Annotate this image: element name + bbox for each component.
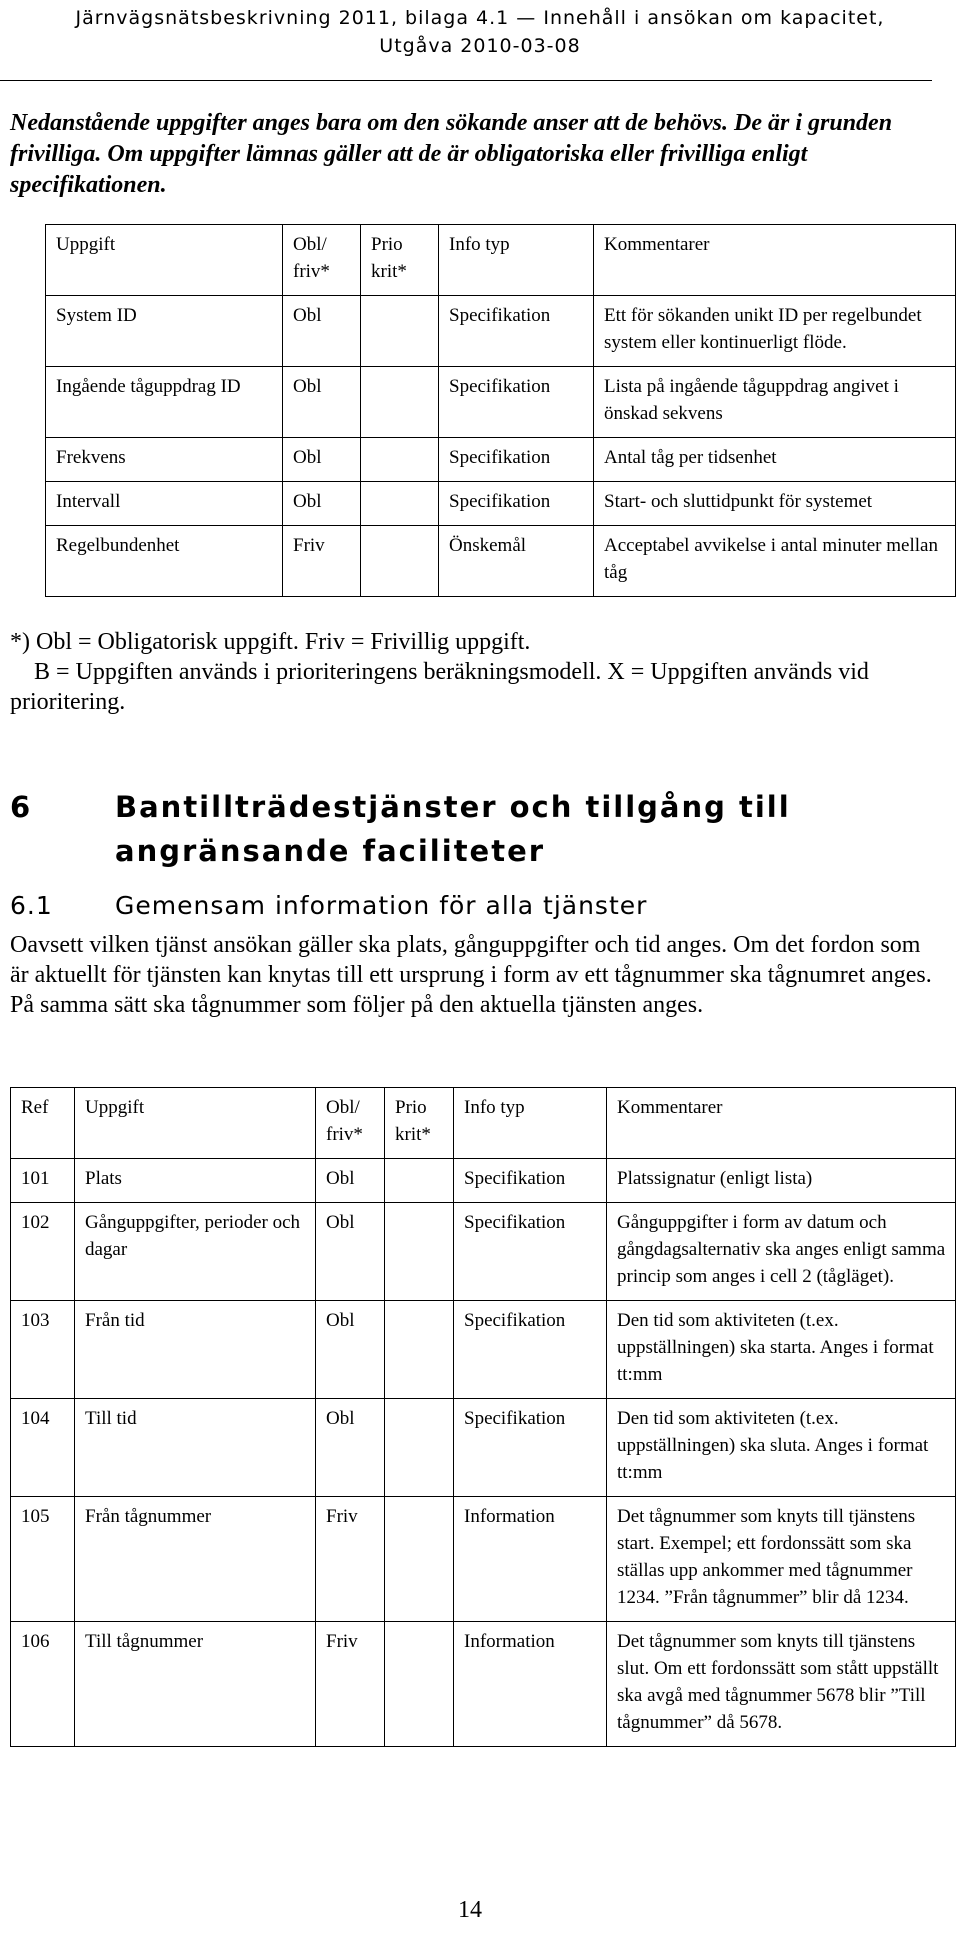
table-cell: Den tid som aktiviteten (t.ex. uppställningen) ska starta. Anges i format tt:mm bbox=[607, 1301, 956, 1399]
table-cell: Friv bbox=[316, 1497, 385, 1622]
table-cell: Start- och sluttidpunkt för systemet bbox=[594, 482, 956, 526]
system-table bbox=[45, 224, 956, 597]
subsection-number: 6.1 bbox=[10, 891, 53, 920]
column-header: Prio krit* bbox=[385, 1088, 454, 1159]
table-cell: Specifikation bbox=[439, 367, 594, 438]
table-header-row bbox=[46, 225, 956, 296]
table-cell: Platssignatur (enligt lista) bbox=[607, 1159, 956, 1203]
footnote bbox=[10, 627, 940, 717]
column-header: Obl/ friv* bbox=[316, 1088, 385, 1159]
services-table bbox=[10, 1087, 956, 1747]
header-divider bbox=[0, 80, 932, 81]
table-row bbox=[11, 1622, 956, 1747]
table-cell: Obl bbox=[283, 482, 361, 526]
column-header: Info typ bbox=[439, 225, 594, 296]
column-header: Uppgift bbox=[75, 1088, 316, 1159]
page-number: 14 bbox=[458, 1897, 482, 1923]
table-cell: Specifikation bbox=[454, 1399, 607, 1497]
table-cell: Acceptabel avvikelse i antal minuter mellan tåg bbox=[594, 526, 956, 597]
table-cell: Från tid bbox=[75, 1301, 316, 1399]
table-cell: Det tågnummer som knyts till tjänstens start. Exempel; ett fordonssätt som ska ställas upp ankommer med tågnummer 1234. ”Från tågnummer” blir då 1234. bbox=[607, 1497, 956, 1622]
table-header-row bbox=[11, 1088, 956, 1159]
table-row bbox=[46, 526, 956, 597]
column-header: Info typ bbox=[454, 1088, 607, 1159]
table-cell: Specifikation bbox=[454, 1301, 607, 1399]
table-cell: Plats bbox=[75, 1159, 316, 1203]
section-title: Bantillträdestjänster och tillgång till angränsande faciliteter bbox=[115, 790, 791, 868]
table-row bbox=[11, 1159, 956, 1203]
column-header: Uppgift bbox=[46, 225, 283, 296]
table-cell: Ingående tåguppdrag ID bbox=[46, 367, 283, 438]
table-cell: Lista på ingående tåguppdrag angivet i önskad sekvens bbox=[594, 367, 956, 438]
table-cell: Friv bbox=[283, 526, 361, 597]
table-cell: Obl bbox=[283, 438, 361, 482]
table-cell: Frekvens bbox=[46, 438, 283, 482]
table-cell: Friv bbox=[316, 1622, 385, 1747]
table-cell bbox=[361, 296, 439, 367]
body-paragraph: Oavsett vilken tjänst ansökan gäller ska plats, gånguppgifter och tid anges. Om det fordon som är aktuellt för tjänsten kan knytas till ett ursprung i form av ett tågnummer ska tågnumret anges. På samma sätt ska tågnummer som följer på den aktuella tjänsten anges. bbox=[10, 932, 932, 1018]
table-cell: Den tid som aktiviteten (t.ex. uppställningen) ska sluta. Anges i format tt:mm bbox=[607, 1399, 956, 1497]
table-cell: Regelbundenhet bbox=[46, 526, 283, 597]
table-cell bbox=[385, 1203, 454, 1301]
table-cell: Obl bbox=[316, 1203, 385, 1301]
table-cell: Önskemål bbox=[439, 526, 594, 597]
table-cell bbox=[385, 1399, 454, 1497]
table-row bbox=[46, 482, 956, 526]
table-row bbox=[11, 1497, 956, 1622]
page-header bbox=[0, 4, 960, 60]
table-cell: Obl bbox=[316, 1399, 385, 1497]
table-cell bbox=[361, 367, 439, 438]
table-cell bbox=[385, 1301, 454, 1399]
table-cell: Obl bbox=[283, 367, 361, 438]
table-row bbox=[46, 367, 956, 438]
table-cell: Obl bbox=[316, 1301, 385, 1399]
table-cell: System ID bbox=[46, 296, 283, 367]
footnote-line-2: B = Uppgiften används i prioriteringens beräkningsmodell. X = Uppgiften används vid prioritering. bbox=[10, 659, 875, 715]
intro-paragraph: Nedanstående uppgifter anges bara om den sökande anser att de behövs. De är i grunden frivilliga. Om uppgifter lämnas gäller att de är obligatoriska eller frivilliga enligt specifikationen. bbox=[10, 110, 893, 198]
column-header: Ref bbox=[11, 1088, 75, 1159]
table-cell: Information bbox=[454, 1622, 607, 1747]
table-cell: 103 bbox=[11, 1301, 75, 1399]
table-row bbox=[46, 296, 956, 367]
table-cell: 105 bbox=[11, 1497, 75, 1622]
table-cell: Information bbox=[454, 1497, 607, 1622]
table-cell: 102 bbox=[11, 1203, 75, 1301]
table-cell: Gånguppgifter i form av datum och gångdagsalternativ ska anges enligt samma princip som anges i cell 2 (tågläget). bbox=[607, 1203, 956, 1301]
column-header: Kommentarer bbox=[594, 225, 956, 296]
column-header: Kommentarer bbox=[607, 1088, 956, 1159]
table-cell: 101 bbox=[11, 1159, 75, 1203]
table-cell bbox=[361, 526, 439, 597]
table-row bbox=[46, 438, 956, 482]
table-cell bbox=[361, 438, 439, 482]
section-number: 6 bbox=[10, 790, 33, 824]
table-cell: 104 bbox=[11, 1399, 75, 1497]
table-cell bbox=[361, 482, 439, 526]
table-cell: Obl bbox=[283, 296, 361, 367]
header-line-1: Järnvägsnätsbeskrivning 2011, bilaga 4.1 — Innehåll i ansökan om kapacitet, bbox=[75, 7, 885, 29]
column-header: Obl/ friv* bbox=[283, 225, 361, 296]
table-cell bbox=[385, 1622, 454, 1747]
column-header: Prio krit* bbox=[361, 225, 439, 296]
footnote-line-1: *) Obl = Obligatorisk uppgift. Friv = Frivillig uppgift. bbox=[10, 629, 531, 655]
table-row bbox=[11, 1301, 956, 1399]
table-cell: Antal tåg per tidsenhet bbox=[594, 438, 956, 482]
table-cell: Gånguppgifter, perioder och dagar bbox=[75, 1203, 316, 1301]
table-cell: Specifikation bbox=[454, 1203, 607, 1301]
table-cell bbox=[385, 1497, 454, 1622]
table-cell: Specifikation bbox=[454, 1159, 607, 1203]
table-row bbox=[11, 1399, 956, 1497]
table-cell: Obl bbox=[316, 1159, 385, 1203]
table-cell: Specifikation bbox=[439, 482, 594, 526]
table-row bbox=[11, 1203, 956, 1301]
table-cell: Ett för sökanden unikt ID per regelbundet system eller kontinuerligt flöde. bbox=[594, 296, 956, 367]
header-line-2: Utgåva 2010-03-08 bbox=[379, 35, 581, 57]
table-cell: Till tågnummer bbox=[75, 1622, 316, 1747]
table-cell: Intervall bbox=[46, 482, 283, 526]
table-cell: 106 bbox=[11, 1622, 75, 1747]
table-cell: Från tågnummer bbox=[75, 1497, 316, 1622]
table-cell: Till tid bbox=[75, 1399, 316, 1497]
subsection-title: Gemensam information för alla tjänster bbox=[115, 891, 648, 920]
table-cell: Det tågnummer som knyts till tjänstens slut. Om ett fordonssätt som stått uppställt ska avgå med tågnummer 5678 blir ”Till tågnummer” då 5678. bbox=[607, 1622, 956, 1747]
table-cell: Specifikation bbox=[439, 438, 594, 482]
table-cell bbox=[385, 1159, 454, 1203]
table-cell: Specifikation bbox=[439, 296, 594, 367]
